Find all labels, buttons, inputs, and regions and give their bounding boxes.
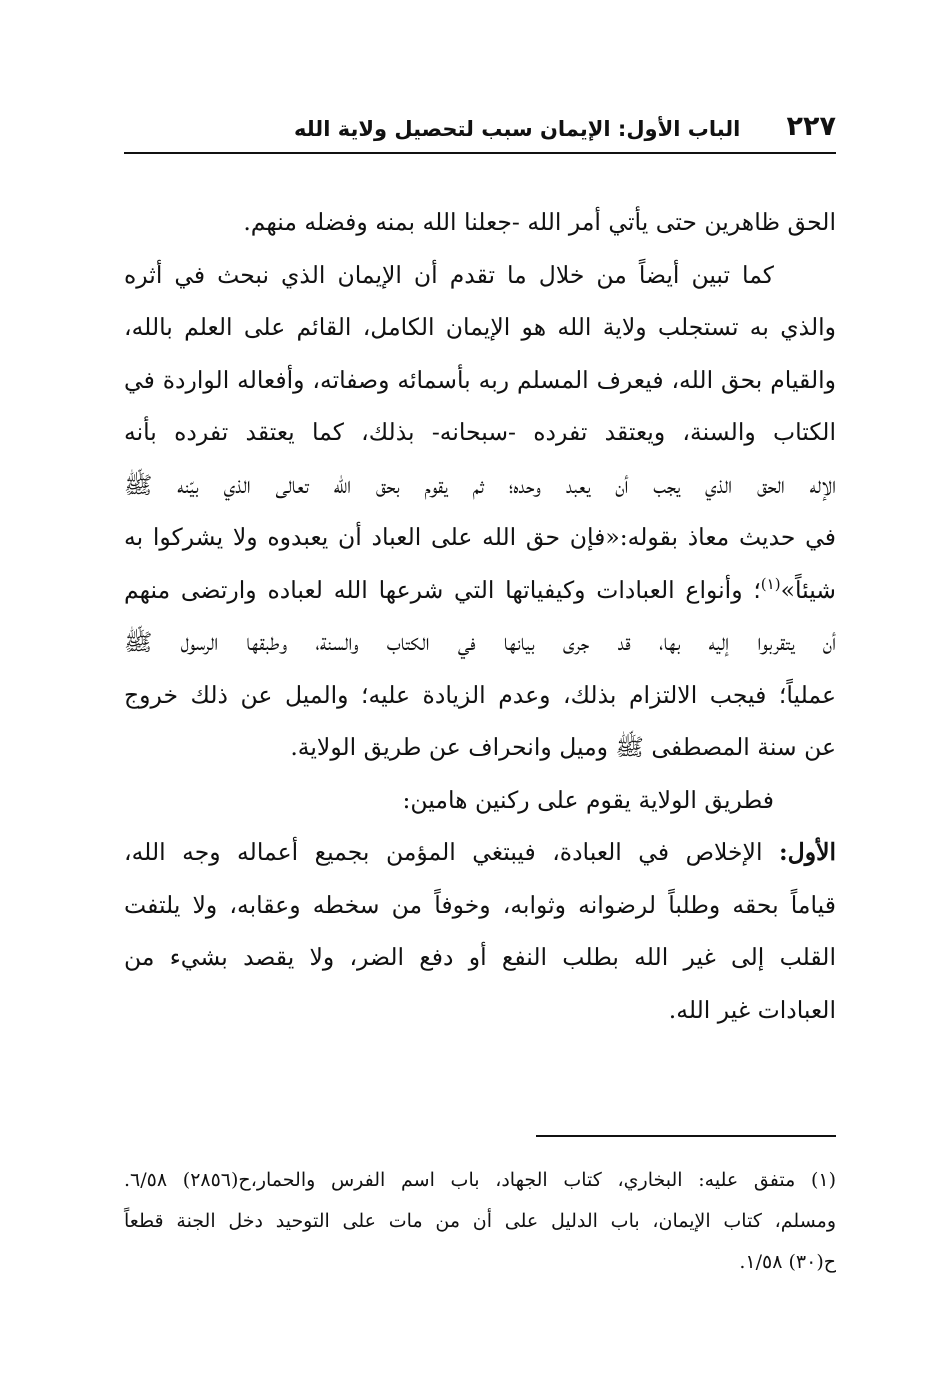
text-line-first-pillar xyxy=(124,826,836,879)
text-line: قياماً بحقه وطلباً لرضوانه وثوابه، وخوفاً من سخطه وعقابه، ولا يلتفت xyxy=(124,890,836,919)
text-line-with-footnote-ref xyxy=(124,564,836,617)
footnote-line: ومسلم، كتاب الإيمان، باب الدليل على أن من مات على التوحيد دخل الجنة قطعاً xyxy=(124,1210,836,1232)
text-line: عن سنة المصطفى ﷺ وميل وانحراف عن طريق الولاية. xyxy=(290,733,836,761)
text-line: أن يتقربوا إليه بها، قد جرى بيانها في الكتاب والسنة، وطبقها الرسول ﷺ xyxy=(124,628,836,656)
text-line: والقيام بحق الله، فيعرف المسلم ربه بأسمائه وصفاته، وأفعاله الواردة في xyxy=(124,365,836,394)
pillar-term: الأول: xyxy=(778,838,836,866)
header-rule xyxy=(124,152,836,154)
footnote-separator xyxy=(536,1135,836,1137)
text-line: الحق ظاهرين حتى يأتي أمر الله -جعلنا الله بمنه وفضله منهم. xyxy=(243,208,836,236)
pillar-text: الإخلاص في العبادة، فيبتغي المؤمن بجميع أعماله وجه الله، xyxy=(124,838,763,866)
running-title: الباب الأول: الإيمان سبب لتحصيل ولاية الله xyxy=(294,117,741,141)
text-line: الإله الحق الذي يجب أن يعبد وحده؛ ثم يقوم بحق الله تعالى الذي بيّنه ﷺ xyxy=(124,470,836,499)
footnote-line: (١) متفق عليه: البخاري، كتاب الجهاد، باب اسم الفرس والحمار،ح(٢٨٥٦) ٦/٥٨. xyxy=(124,1169,836,1191)
quote-end: شيئاً» xyxy=(780,575,836,604)
page-header xyxy=(124,108,836,154)
text-line: والذي به تستجلب ولاية الله هو الإيمان الكامل، القائم على العلم بالله، xyxy=(124,313,836,341)
text-line: فطريق الولاية يقوم على ركنين هامين: xyxy=(402,785,774,814)
footnotes xyxy=(124,1160,836,1283)
text-line: العبادات غير الله. xyxy=(668,995,836,1024)
text-line: في حديث معاذ بقوله:«فإن حق الله على العباد أن يعبدوه ولا يشركوا به xyxy=(124,523,836,551)
footnote-line: ح(٣٠) ١/٥٨. xyxy=(739,1251,836,1273)
text-line: القلب إلى غير الله بطلب النفع أو دفع الضر، ولا يقصد بشيء من xyxy=(124,943,836,971)
text-line: الكتاب والسنة، ويعتقد تفرده -سبحانه- بذلك، كما يعتقد تفرده بأنه xyxy=(124,418,836,446)
footnote-reference[interactable]: (١) xyxy=(760,574,781,593)
text-line: عملياً؛ فيجب الالتزام بذلك، وعدم الزيادة عليه؛ والميل عن ذلك خروج xyxy=(124,680,836,709)
text-line: كما تبين أيضاً من خلال ما تقدم أن الإيمان الذي نبحث في أثره xyxy=(124,260,774,289)
text-line-continuation: ؛ وأنواع العبادات وكيفياتها التي شرعها الله لعباده وارتضى منهم xyxy=(124,575,761,604)
main-text xyxy=(124,196,836,1036)
page-number: ٢٢٧ xyxy=(786,111,836,142)
